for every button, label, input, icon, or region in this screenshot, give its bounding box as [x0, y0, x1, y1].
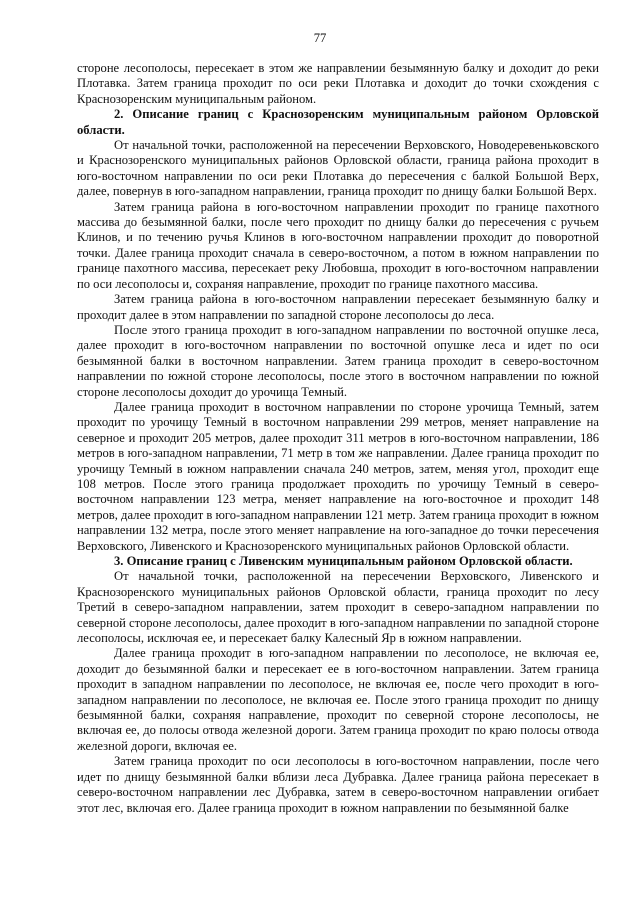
paragraph: стороне лесополосы, пересекает в этом же направлении безымянную балку и доходит до реки Плотавка. Затем граница проходит по оси реки Плотавка и доходит до точки схождения с Краснозоренским муниципальным районом.: [77, 61, 599, 106]
paragraph: Далее граница проходит в восточном направлении по стороне урочища Темный, затем проходит по урочищу Темный в восточном направлении 299 метров, меняет направление на северное и проходит 205 метров, далее проходит 311 метров в юго-восточном направлении, 186 метров в юго-западном направлении, 71 метр в том же направлении. Далее граница проходит по урочищу Темный в южном направлении сначала 240 метров, затем, меняя угол, проходит еще 108 метров. После этого граница продолжает проходить по урочищу Темный в северо-восточном направлении 123 метра, меняет направление на юго-восточное и проходит 148 метров, далее проходит в юго-западном направлении 121 метр. Затем граница проходит в южном направлении 132 метра, после этого меняет направление на юго-западное до точки пересечения Верховского, Ливенского и Краснозоренского муниципальных районов Орловской области.: [77, 399, 599, 553]
section-heading: 2. Описание границ с Краснозоренским муниципальным районом Орловской области.: [77, 107, 599, 137]
page-number: 77: [313, 31, 327, 45]
paragraph: Затем граница проходит по оси лесополосы в юго-восточном направлении, после чего идет по днищу безымянной балки вблизи леса Дубравка. Далее граница района пересекает в северо-восточном направлении лес Дубравка, затем в северо-восточном направлении огибает этот лес, включая его. Далее граница проходит в южном направлении по безымянной балке: [77, 754, 599, 815]
paragraph: Затем граница района в юго-восточном направлении пересекает безымянную балку и проходит далее в этом направлении по западной стороне лесополосы до леса.: [77, 292, 599, 322]
paragraph: Далее граница проходит в юго-западном направлении по лесополосе, не включая ее, доходит до безымянной балки и пересекает ее в юго-восточном направлении. Затем граница проходит в западном направлении по лесополосе, не включая ее, после чего проходит в юго-западном направлении по лесополосе, не включая ее. После этого граница проходит по днищу безымянной балки, сохраняя направление, проходит по северной стороне лесополосы, не включая ее, до полосы отвода железной дороги. Затем граница проходит по краю полосы отвода железной дороги, включая ее.: [77, 646, 599, 753]
paragraph: От начальной точки, расположенной на пересечении Верховского, Ливенского и Краснозоренского муниципальных районов Орловской области, граница проходит по лесу Третий в северо-западном направлении, затем проходит в северо-западном направлении по северной стороне лесополосы, далее проходит в юго-западном направлении по западной стороне лесополосы, исключая ее, и пересекает балку Калесный Яр в южном направлении.: [77, 569, 599, 646]
paragraph: После этого граница проходит в юго-западном направлении по восточной опушке леса, далее проходит в юго-восточном направлении по восточной опушке леса и идет по оси безымянной балки в восточном направлении. Затем граница проходит в северо-восточном направлении по южной стороне лесополосы, после этого в восточном направлении по южной стороне лесополосы доходит до урочища Темный.: [77, 322, 599, 399]
document-body: [77, 61, 599, 816]
paragraph: Затем граница района в юго-восточном направлении проходит по границе пахотного массива до безымянной балки, после чего проходит по днищу балки до пересечения с ручьем Клинов, и по течению ручья Клинов в юго-восточном направлении проходит до поворотной точки. Далее граница проходит сначала в северо-восточном, а потом в южном направлении по границе пахотного массива, пересекает реку Любовша, проходит в юго-восточном направлении по оси лесополосы и, сохраняя направление, проходит по границе пахотного массива.: [77, 199, 599, 291]
section-heading: 3. Описание границ с Ливенским муниципальным районом Орловской области.: [114, 554, 573, 568]
paragraph: От начальной точки, расположенной на пересечении Верховского, Новодеревеньковского и Краснозоренского муниципальных районов Орловской области, граница района проходит в юго-восточном направлении по оси реки Плотавка до пересечения с балкой Большой Верх, далее, повернув в юго-западном направлении, граница проходит по днищу балки Большой Верх.: [77, 138, 599, 199]
